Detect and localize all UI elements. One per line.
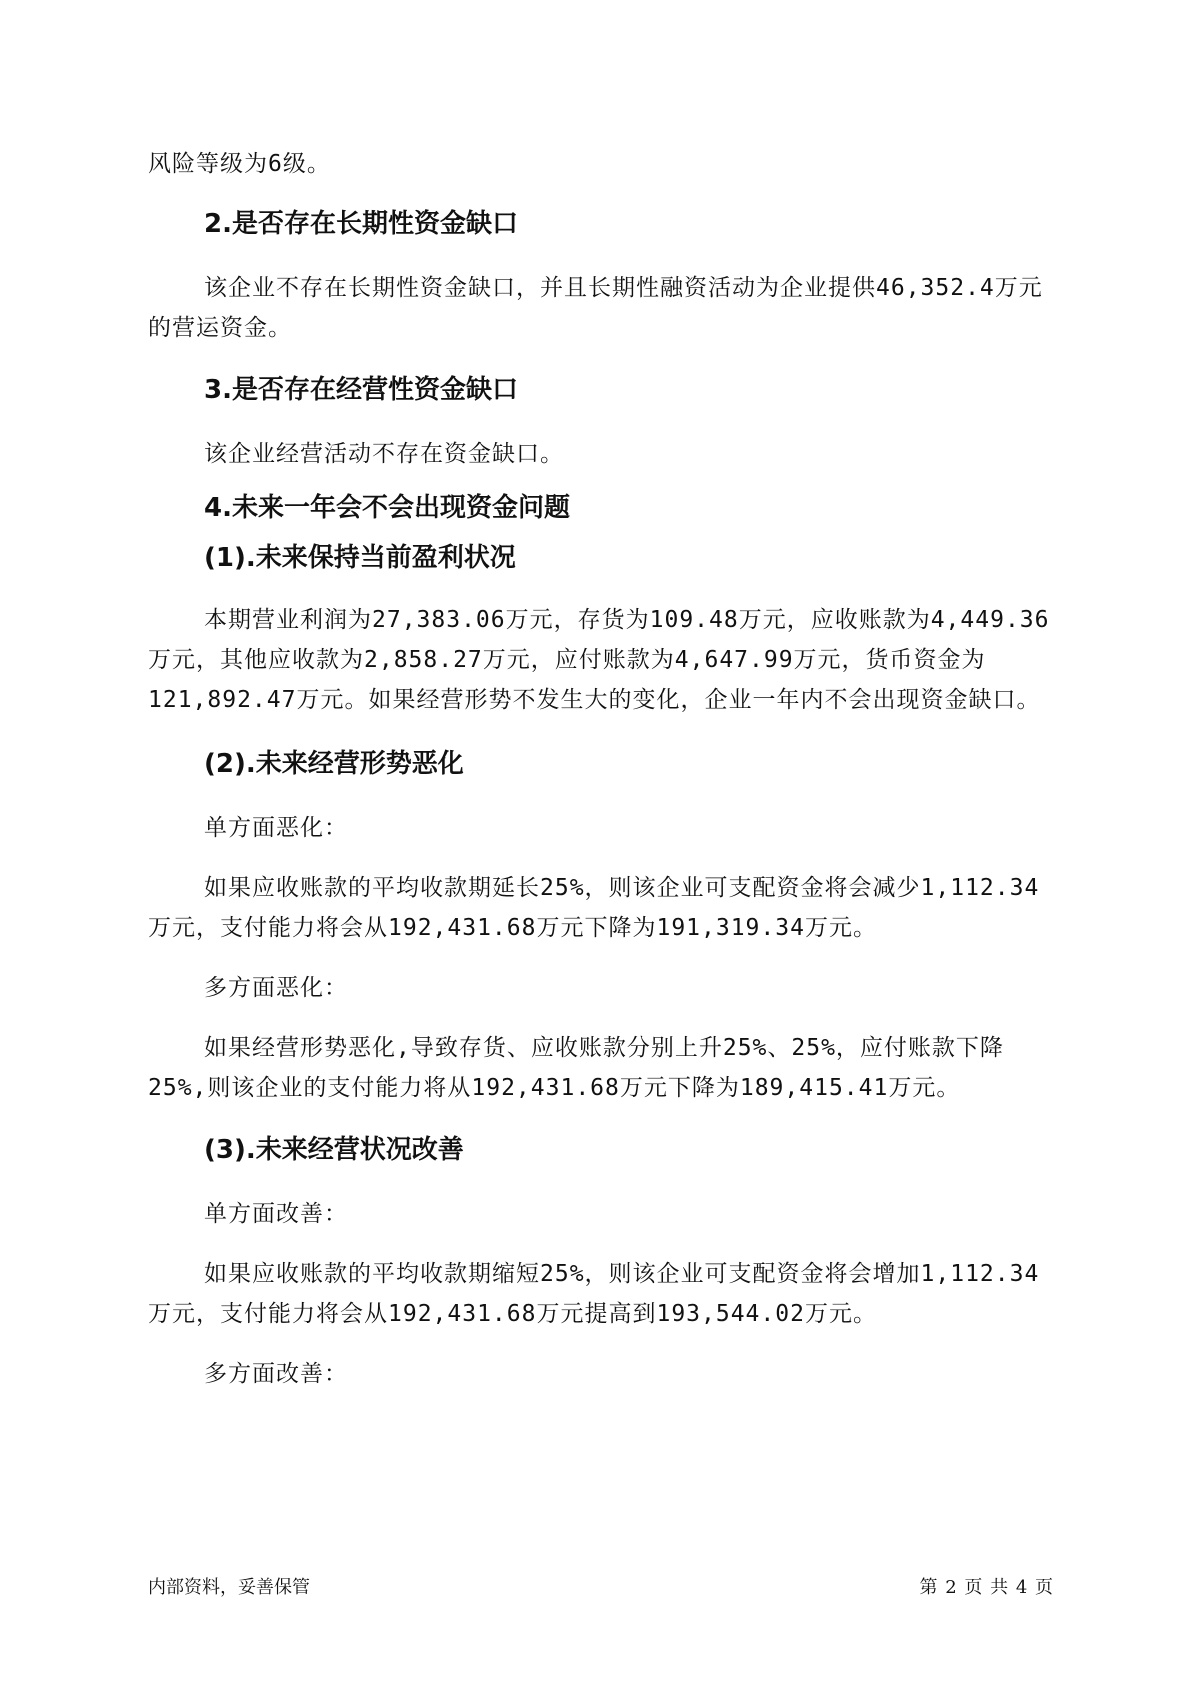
heading-operating-gap: 3.是否存在经营性资金缺口 (204, 375, 518, 405)
heading-deterioration: (2).未来经营形势恶化 (204, 749, 464, 779)
paragraph-single-deterioration: 如果应收账款的平均收款期延长25%，则该企业可支配资金将会减少1,112.34万元，支付能力将会从192,431.68万元下降为191,319.34万元。 (148, 875, 1040, 941)
document-body (148, 132, 1058, 1394)
paragraph-multi-deterioration: 如果经营形势恶化,导致存货、应收账款分别上升25%、25%，应付账款下降25%,则该企业的支付能力将从192,431.68万元下降为189,415.41万元。 (148, 1035, 1004, 1101)
paragraph-keep-profit: 本期营业利润为27,383.06万元，存货为109.48万元，应收账款为4,449.36万元，其他应收款为2,858.27万元，应付账款为4,647.99万元，货币资金为121,892.47万元。如果经营形势不发生大的变化，企业一年内不会出现资金缺口。 (148, 607, 1050, 713)
footer-confidential-note: 内部资料，妥善保管 (148, 1577, 310, 1598)
heading-keep-profit: (1).未来保持当前盈利状况 (204, 543, 516, 573)
heading-next-year: 4.未来一年会不会出现资金问题 (204, 493, 570, 523)
paragraph-multi-improvement-label: 多方面改善： (204, 1361, 348, 1387)
paragraph-multi-deterioration-label: 多方面恶化： (204, 975, 348, 1001)
heading-long-term-gap: 2.是否存在长期性资金缺口 (204, 209, 518, 239)
paragraph-operating-gap: 该企业经营活动不存在资金缺口。 (204, 441, 564, 467)
paragraph-single-improvement-label: 单方面改善： (204, 1201, 348, 1227)
footer-page-number: 第 2 页 共 4 页 (919, 1577, 1053, 1598)
paragraph-risk-level: 风险等级为6级。 (148, 151, 331, 177)
paragraph-single-deterioration-label: 单方面恶化： (204, 815, 348, 841)
paragraph-single-improvement: 如果应收账款的平均收款期缩短25%，则该企业可支配资金将会增加1,112.34万元，支付能力将会从192,431.68万元提高到193,544.02万元。 (148, 1261, 1040, 1327)
paragraph-long-term-gap: 该企业不存在长期性资金缺口，并且长期性融资活动为企业提供46,352.4万元的营运资金。 (148, 275, 1043, 341)
heading-improvement: (3).未来经营状况改善 (204, 1135, 464, 1165)
